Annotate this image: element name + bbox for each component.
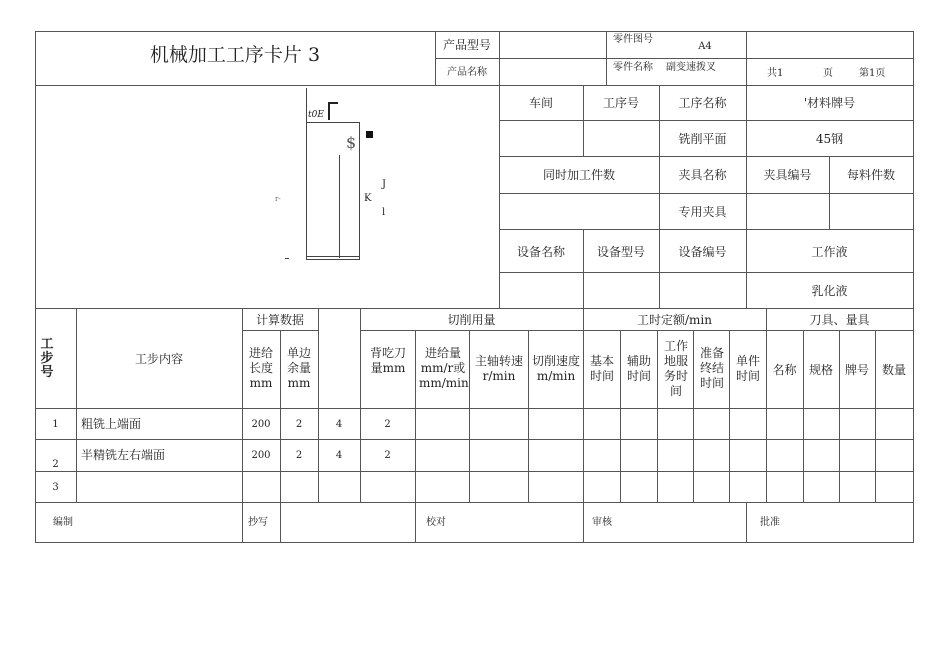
step-content: 粗铣上端面 [81,417,142,431]
sketch-label-j: J [382,179,387,190]
depth-of-cut: 2 [384,419,391,430]
prep-time-label: 准备终结时间 [699,346,724,390]
check-label: 校对 [426,517,446,528]
process-name-value: 铣削平面 [678,132,727,146]
tool-qty-label: 数量 [881,363,906,377]
step-no: 2 [52,459,59,470]
process-name-label: 工序名称 [678,96,727,110]
step-content: 半精铣左右端面 [81,448,166,462]
unit-time-label: 单件时间 [735,354,760,383]
page-number-label: 第1页 [859,68,886,79]
step-no: 1 [52,419,59,430]
step-no-label: 工步号 [40,337,54,380]
fixture-no-label: 夹具编号 [763,168,812,182]
tool-spec-label: 规格 [808,363,833,377]
equipment-name-label: 设备名称 [516,245,565,259]
card-title: 机械加工工序卡片 3 [149,44,321,66]
material-label: '材料牌号 [803,96,856,110]
sketch-hline-top [306,122,360,123]
product-name-label: 产品名称 [447,67,487,78]
cutting-params-label: 切削用量 [447,313,496,327]
equipment-model-label: 设备型号 [596,245,645,259]
feed-length: 200 [251,419,271,430]
process-no-label: 工序号 [602,96,639,110]
passes: 4 [335,419,343,430]
copy-label: 抄写 [248,517,268,528]
time-quota-label: 工时定额/min [637,313,712,327]
depth-of-cut: 2 [384,450,391,461]
sketch-vline-mid [339,155,340,258]
sketch-hline-bottom [306,256,360,257]
material-value: 45钢 [815,132,844,146]
product-model-label: 产品型号 [442,38,491,52]
part-drawing-label: 零件图号 [613,34,653,45]
sketch-label-top: t0E [308,110,324,120]
allowance: 2 [295,450,303,461]
sketch-label-k: K [364,193,372,204]
basic-time-label: 基本时间 [589,354,614,383]
step-no: 3 [52,482,59,493]
sketch-vline-left [306,88,307,260]
calc-data-label: 计算数据 [255,313,304,327]
aux-time-label: 辅助时间 [626,354,651,383]
allowance-label: 单边余量mm [286,346,311,390]
sketch-dollar-symbol: $ [346,133,357,152]
total-pages-label: 共1 [767,68,784,79]
coolant-label: 工作液 [811,245,848,259]
feed-length-label: 进给长度mm [248,346,273,390]
review-label: 审核 [592,517,612,528]
square-marker-icon [366,131,373,138]
coolant-value: 乳化液 [811,284,848,298]
compile-label: 编制 [53,517,73,528]
cutting-speed-label: 切削速度m/min [531,354,580,383]
simultaneous-parts-label: 同时加工件数 [542,168,615,182]
page-label: 页 [823,68,833,79]
part-name-value: 副变速拨叉 [666,62,716,73]
passes: 4 [335,450,343,461]
feed-rate-label: 进给量mm/r或mm/min [419,346,469,390]
allowance: 2 [295,419,303,430]
depth-of-cut-label: 背吃刀量mm [369,346,406,375]
approve-label: 批准 [760,517,780,528]
tools-gauges-label: 刀具、量具 [809,313,870,327]
sketch-label-l: l [382,207,386,218]
sketch-tick-bottom [285,258,289,259]
feed-length: 200 [251,450,271,461]
per-material-label: 每料件数 [846,168,895,182]
tool-name-label: 名称 [772,363,797,377]
fixture-name-value: 专用夹具 [678,205,727,219]
part-name-label: 零件名称 [613,62,653,73]
equipment-no-label: 设备编号 [678,245,727,259]
clamp-symbol-icon [328,102,338,120]
spindle-speed-label: 主轴转速r/min [474,354,523,383]
service-time-label: 工作地服务时间 [663,339,688,398]
part-drawing-value: A4 [698,41,712,52]
workshop-label: 车间 [528,96,553,110]
sketch-label-small: r- [275,195,281,203]
fixture-name-label: 夹具名称 [678,168,727,182]
step-content-label: 工步内容 [134,352,183,366]
sketch-hline-base [306,259,360,260]
tool-brand-label: 牌号 [844,363,869,377]
sketch-vline-right [359,122,360,260]
